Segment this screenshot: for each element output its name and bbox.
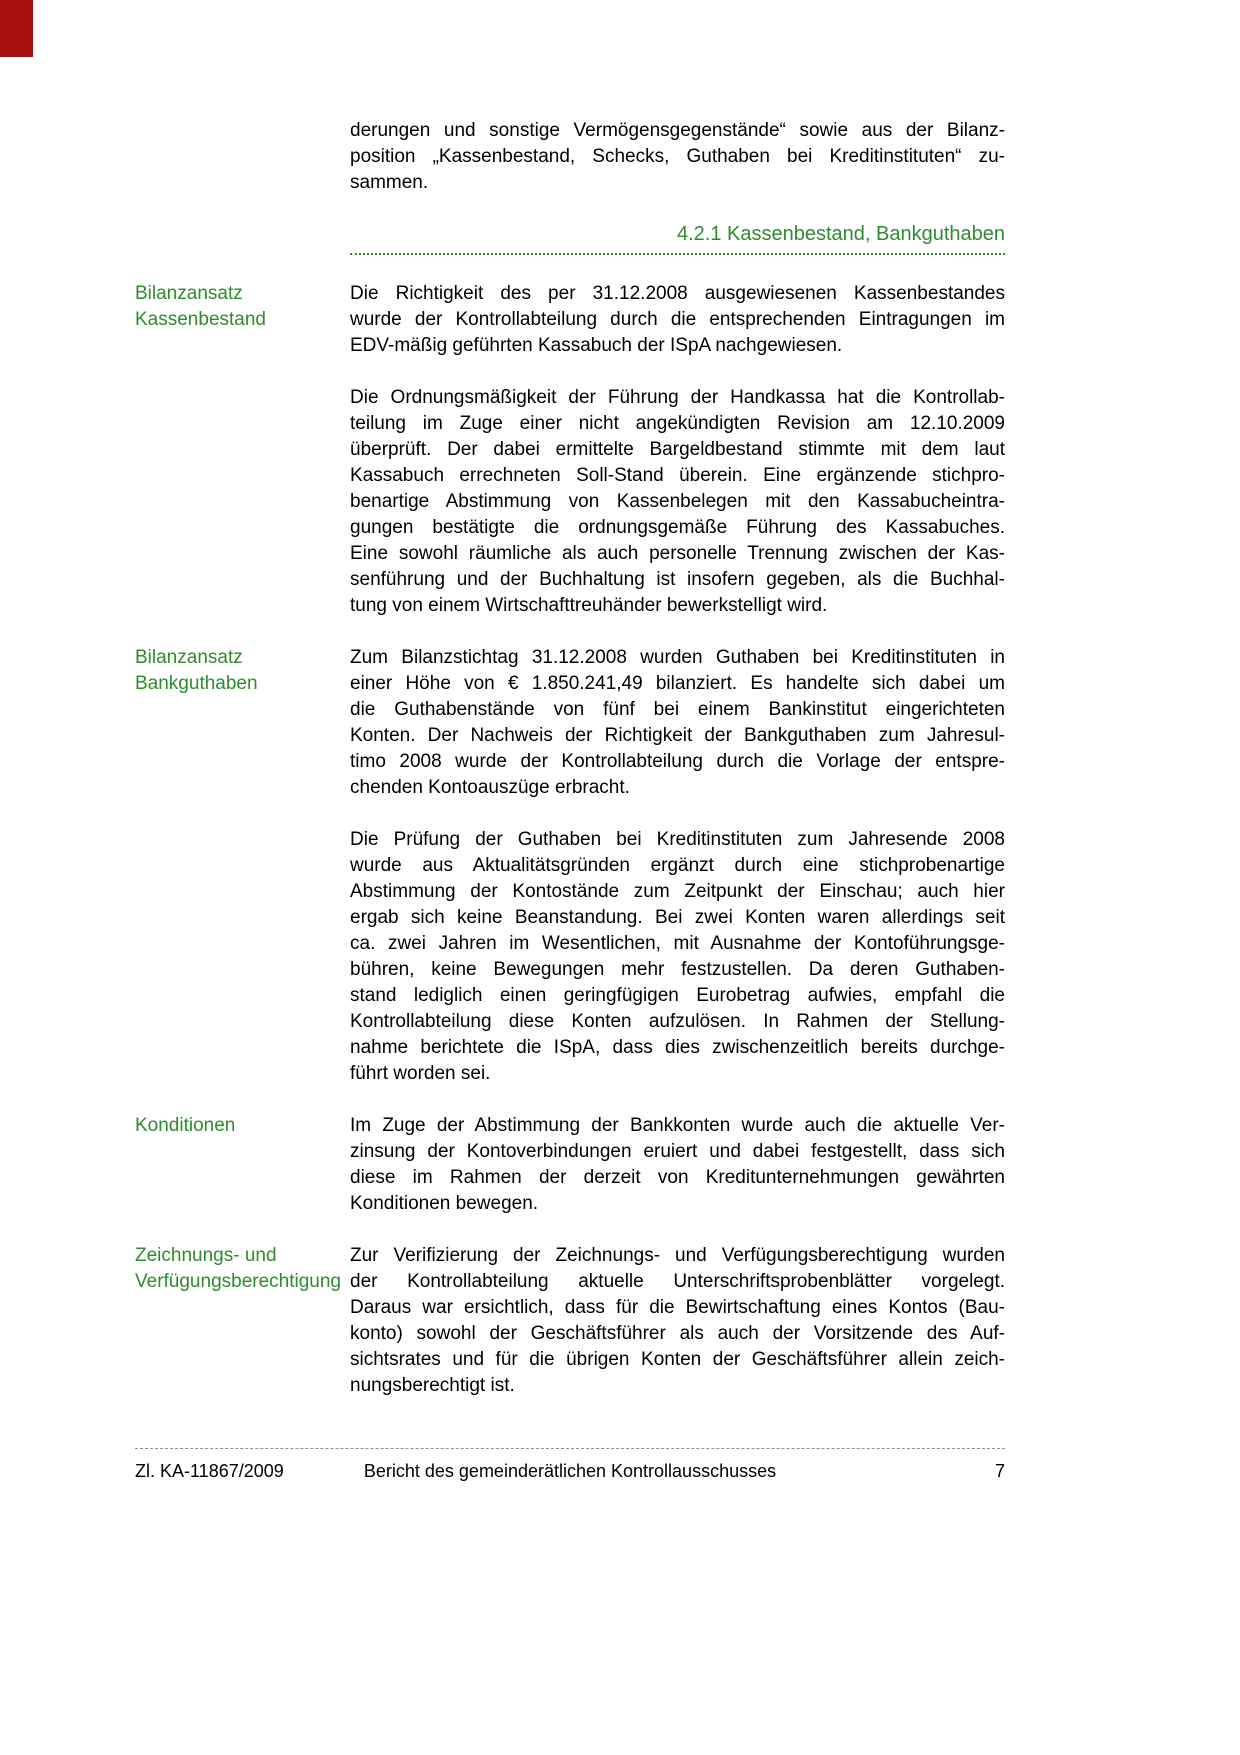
margin-label-line: Bilanzansatz [135, 283, 243, 304]
label-spacer [135, 118, 350, 196]
text-line: zinsung der Kontoverbindungen eruiert und dabei festgestellt, dass sich [350, 1141, 1005, 1162]
footer-report-title: Bericht des gemeinderätlichen Kontrollausschusses [363, 1461, 777, 1481]
text-line: einer Höhe von € 1.850.241,49 bilanziert. Es handelte sich dabei um [350, 673, 1005, 694]
text-line: nahme berichtete die ISpA, dass dies zwischenzeitlich bereits durchge- [350, 1037, 1005, 1058]
intro-paragraph [350, 118, 1005, 196]
text-line: nungsberechtigt ist. [350, 1375, 515, 1396]
text-line: wurde aus Aktualitätsgründen ergänzt durch eine stichprobenartige [350, 855, 1005, 876]
page-footer [135, 1448, 1005, 1483]
margin-label [135, 281, 350, 619]
text-line: der Kontrollabteilung aktuelle Unterschriftsprobenblätter vorgelegt. [350, 1271, 1005, 1292]
text-line: konto) sowohl der Geschäftsführer als auch der Vorsitzende des Auf- [350, 1323, 1005, 1344]
intro-block [135, 118, 1005, 196]
text-line: ca. zwei Jahren im Wesentlichen, mit Ausnahme der Kontoführungsge- [350, 933, 1005, 954]
text-line: Daraus war ersichtlich, dass für die Bewirtschaftung eines Kontos (Bau- [350, 1297, 1005, 1318]
text-line: derungen und sonstige Vermögensgegenstände“ sowie aus der Bilanz- [350, 120, 1005, 141]
text-line: teilung im Zuge einer nicht angekündigten Revision am 12.10.2009 [350, 413, 1005, 434]
text-line: sammen. [350, 172, 429, 193]
text-line: Zum Bilanzstichtag 31.12.2008 wurden Guthaben bei Kreditinstituten in [350, 647, 1005, 668]
red-corner-mark [0, 0, 33, 57]
label-spacer [135, 220, 350, 255]
margin-label-line: Bilanzansatz [135, 647, 243, 668]
sections-container [135, 281, 1005, 1399]
text-line: Konditionen bewegen. [350, 1193, 539, 1214]
text-line: gungen bestätigte die ordnungsgemäße Führung des Kassabuches. [350, 517, 1005, 538]
text-line: position „Kassenbestand, Schecks, Guthaben bei Kreditinstituten“ zu- [350, 146, 1005, 167]
paragraph [350, 827, 1005, 1087]
text-line: chenden Kontoauszüge erbracht. [350, 777, 630, 798]
heading-rule [350, 220, 1005, 255]
text-line: Die Prüfung der Guthaben bei Kreditinstituten zum Jahresende 2008 [350, 829, 1005, 850]
paragraph [350, 118, 1005, 196]
paragraph [350, 645, 1005, 801]
margin-label [135, 1113, 350, 1217]
heading-block [135, 220, 1005, 255]
margin-label [135, 1243, 350, 1399]
section-block [135, 1113, 1005, 1217]
text-line: diese im Rahmen der derzeit von Kreditunternehmungen gewährten [350, 1167, 1005, 1188]
footer-divider [135, 1448, 1005, 1449]
text-line: Im Zuge der Abstimmung der Bankkonten wurde auch die aktuelle Ver- [350, 1115, 1005, 1136]
section-text [350, 645, 1005, 1087]
footer-row [135, 1459, 1005, 1483]
paragraph [350, 385, 1005, 619]
text-line: Zur Verifizierung der Zeichnungs- und Verfügungsberechtigung wurden [350, 1245, 1005, 1266]
text-line: Die Ordnungsmäßigkeit der Führung der Handkassa hat die Kontrollab- [350, 387, 1005, 408]
text-line: stand lediglich einen geringfügigen Eurobetrag aufwies, empfahl die [350, 985, 1005, 1006]
text-line: ergab sich keine Beanstandung. Bei zwei Konten waren allerdings seit [350, 907, 1005, 928]
margin-label-line: Bankguthaben [135, 673, 258, 694]
margin-label-line: Zeichnungs- und [135, 1245, 277, 1266]
section-text [350, 1113, 1005, 1217]
text-line: Abstimmung der Kontostände zum Zeitpunkt der Einschau; auch hier [350, 881, 1005, 902]
text-line: sichtsrates und für die übrigen Konten der Geschäftsführer allein zeich- [350, 1349, 1005, 1370]
text-line: senführung und der Buchhaltung ist insofern gegeben, als die Buchhal- [350, 569, 1005, 590]
text-line: wurde der Kontrollabteilung durch die entsprechenden Eintragungen im [350, 309, 1005, 330]
paragraph [350, 281, 1005, 359]
paragraph [350, 1243, 1005, 1399]
section-text [350, 1243, 1005, 1399]
section-heading: 4.2.1 Kassenbestand, Bankguthaben [676, 223, 1005, 245]
text-line: überprüft. Der dabei ermittelte Bargeldbestand stimmte mit dem laut [350, 439, 1005, 460]
text-line: Kassabuch errechneten Soll-Stand überein. Eine ergänzende stichpro- [350, 465, 1005, 486]
text-line: führt worden sei. [350, 1063, 491, 1084]
section-text [350, 281, 1005, 619]
section-block [135, 1243, 1005, 1399]
margin-label-line: Konditionen [135, 1115, 236, 1136]
text-line: Konten. Der Nachweis der Richtigkeit der Bankguthaben zum Jahresul- [350, 725, 1005, 746]
margin-label-line: Verfügungsberechtigung [135, 1271, 341, 1292]
footer-page-number: 7 [994, 1461, 1005, 1481]
text-line: tung von einem Wirtschafttreuhänder bewerkstelligt wird. [350, 595, 828, 616]
text-line: EDV-mäßig geführten Kassabuch der ISpA nachgewiesen. [350, 335, 843, 356]
section-block [135, 645, 1005, 1087]
paragraph [350, 1113, 1005, 1217]
text-line: die Guthabenstände von fünf bei einem Bankinstitut eingerichteten [350, 699, 1005, 720]
footer-reference: Zl. KA-11867/2009 [135, 1461, 284, 1481]
section-block [135, 281, 1005, 619]
text-line: Die Richtigkeit des per 31.12.2008 ausgewiesenen Kassenbestandes [350, 283, 1005, 304]
margin-label [135, 645, 350, 1087]
text-line: Eine sowohl räumliche als auch personelle Trennung zwischen der Kas- [350, 543, 1005, 564]
text-line: benartige Abstimmung von Kassenbelegen mit den Kassabucheintra- [350, 491, 1005, 512]
text-line: timo 2008 wurde der Kontrollabteilung durch die Vorlage der entspre- [350, 751, 1005, 772]
text-line: bühren, keine Bewegungen mehr festzustellen. Da deren Guthaben- [350, 959, 1005, 980]
text-line: Kontrollabteilung diese Konten aufzulösen. In Rahmen der Stellung- [350, 1011, 1005, 1032]
margin-label-line: Kassenbestand [135, 309, 266, 330]
